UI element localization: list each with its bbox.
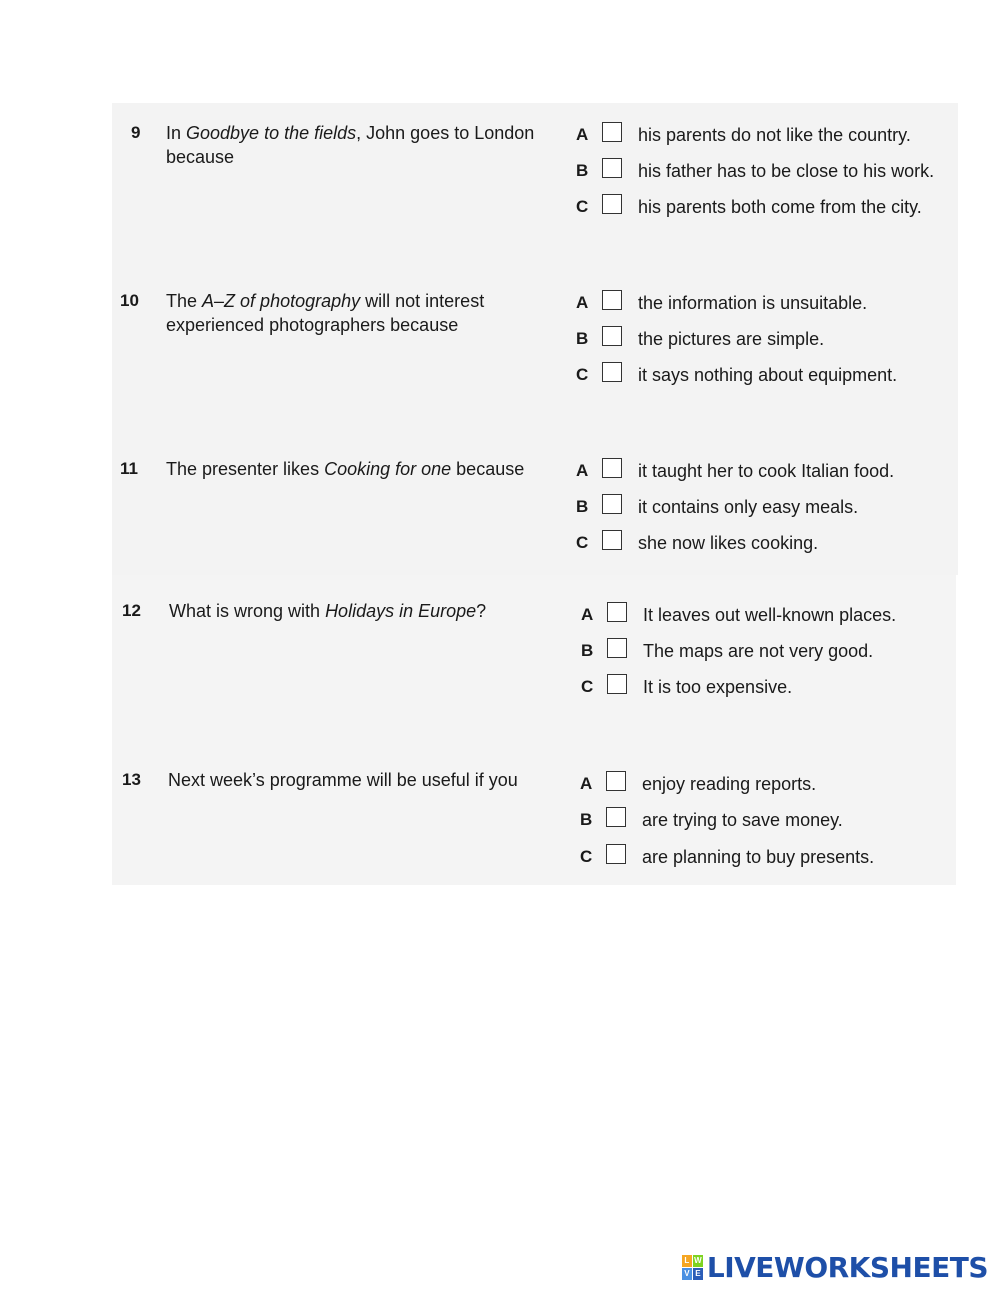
option-a[interactable] <box>576 457 956 485</box>
answer-checkbox[interactable] <box>602 290 622 310</box>
option-text: she now likes cooking. <box>638 533 819 553</box>
question-text: The A–Z of photography will not interest experienced photographers because <box>166 291 485 335</box>
option-text: his parents do not like the country. <box>638 125 911 145</box>
option-letter: B <box>580 810 593 829</box>
option-letter: A <box>580 774 593 793</box>
option-letter: A <box>576 293 589 312</box>
answer-checkbox[interactable] <box>607 674 627 694</box>
option-letter: C <box>580 847 593 866</box>
option-text: are planning to buy presents. <box>642 847 875 867</box>
option-a[interactable] <box>581 601 961 629</box>
answer-checkbox[interactable] <box>606 807 626 827</box>
answer-checkbox[interactable] <box>602 458 622 478</box>
option-c[interactable] <box>576 193 956 221</box>
question-number: 11 <box>120 459 138 478</box>
option-text: enjoy reading reports. <box>642 774 817 794</box>
answer-checkbox[interactable] <box>607 638 627 658</box>
question-text: Next week’s programme will be useful if you <box>168 770 518 790</box>
logo-mark-icon: L W V E <box>682 1255 703 1280</box>
option-text: the information is unsuitable. <box>638 293 868 313</box>
answer-checkbox[interactable] <box>602 326 622 346</box>
option-letter: C <box>576 197 589 216</box>
option-text: are trying to save money. <box>642 810 843 830</box>
option-text: it says nothing about equipment. <box>638 365 898 385</box>
answer-checkbox[interactable] <box>607 602 627 622</box>
option-b[interactable] <box>576 325 956 353</box>
answer-checkbox[interactable] <box>606 771 626 791</box>
answer-checkbox[interactable] <box>602 530 622 550</box>
option-text: It is too expensive. <box>643 677 793 697</box>
option-b[interactable] <box>576 157 956 185</box>
answer-checkbox[interactable] <box>606 844 626 864</box>
question-number: 12 <box>122 601 141 620</box>
option-b[interactable] <box>581 637 961 665</box>
question-text: The presenter likes Cooking for one because <box>166 459 525 479</box>
questions-panel-bottom <box>112 575 956 885</box>
option-b[interactable] <box>576 493 956 521</box>
option-c[interactable] <box>576 529 956 557</box>
option-c[interactable] <box>576 361 956 389</box>
option-text: it contains only easy meals. <box>638 497 859 517</box>
option-letter: B <box>576 329 589 348</box>
option-letter: C <box>581 677 594 696</box>
answer-checkbox[interactable] <box>602 362 622 382</box>
option-b[interactable] <box>580 806 960 834</box>
option-text: it taught her to cook Italian food. <box>638 461 895 481</box>
option-letter: A <box>576 461 589 480</box>
option-letter: C <box>576 365 589 384</box>
option-letter: A <box>576 125 589 144</box>
option-text: the pictures are simple. <box>638 329 825 349</box>
option-text: It leaves out well-known places. <box>643 605 897 625</box>
option-letter: B <box>576 161 589 180</box>
option-letter: B <box>576 497 589 516</box>
option-a[interactable] <box>576 121 956 149</box>
option-c[interactable] <box>581 673 961 701</box>
liveworksheets-logo <box>682 1252 988 1282</box>
option-text: his parents both come from the city. <box>638 197 922 217</box>
question-number: 10 <box>120 291 139 310</box>
option-text: his father has to be close to his work. <box>638 161 935 181</box>
question-number: 9 <box>131 123 141 142</box>
answer-checkbox[interactable] <box>602 494 622 514</box>
option-letter: C <box>576 533 589 552</box>
option-a[interactable] <box>580 770 960 798</box>
option-letter: A <box>581 605 594 624</box>
question-text: In Goodbye to the fields, John goes to London because <box>166 123 535 167</box>
option-a[interactable] <box>576 289 956 317</box>
answer-checkbox[interactable] <box>602 158 622 178</box>
option-letter: B <box>581 641 594 660</box>
option-c[interactable] <box>580 843 960 871</box>
question-number: 13 <box>122 770 141 789</box>
questions-panel-top <box>112 103 958 575</box>
question-text: What is wrong with Holidays in Europe? <box>169 601 487 621</box>
logo-text: LIVEWORKSHEETS <box>706 1250 988 1284</box>
answer-checkbox[interactable] <box>602 122 622 142</box>
answer-checkbox[interactable] <box>602 194 622 214</box>
option-text: The maps are not very good. <box>643 641 874 661</box>
